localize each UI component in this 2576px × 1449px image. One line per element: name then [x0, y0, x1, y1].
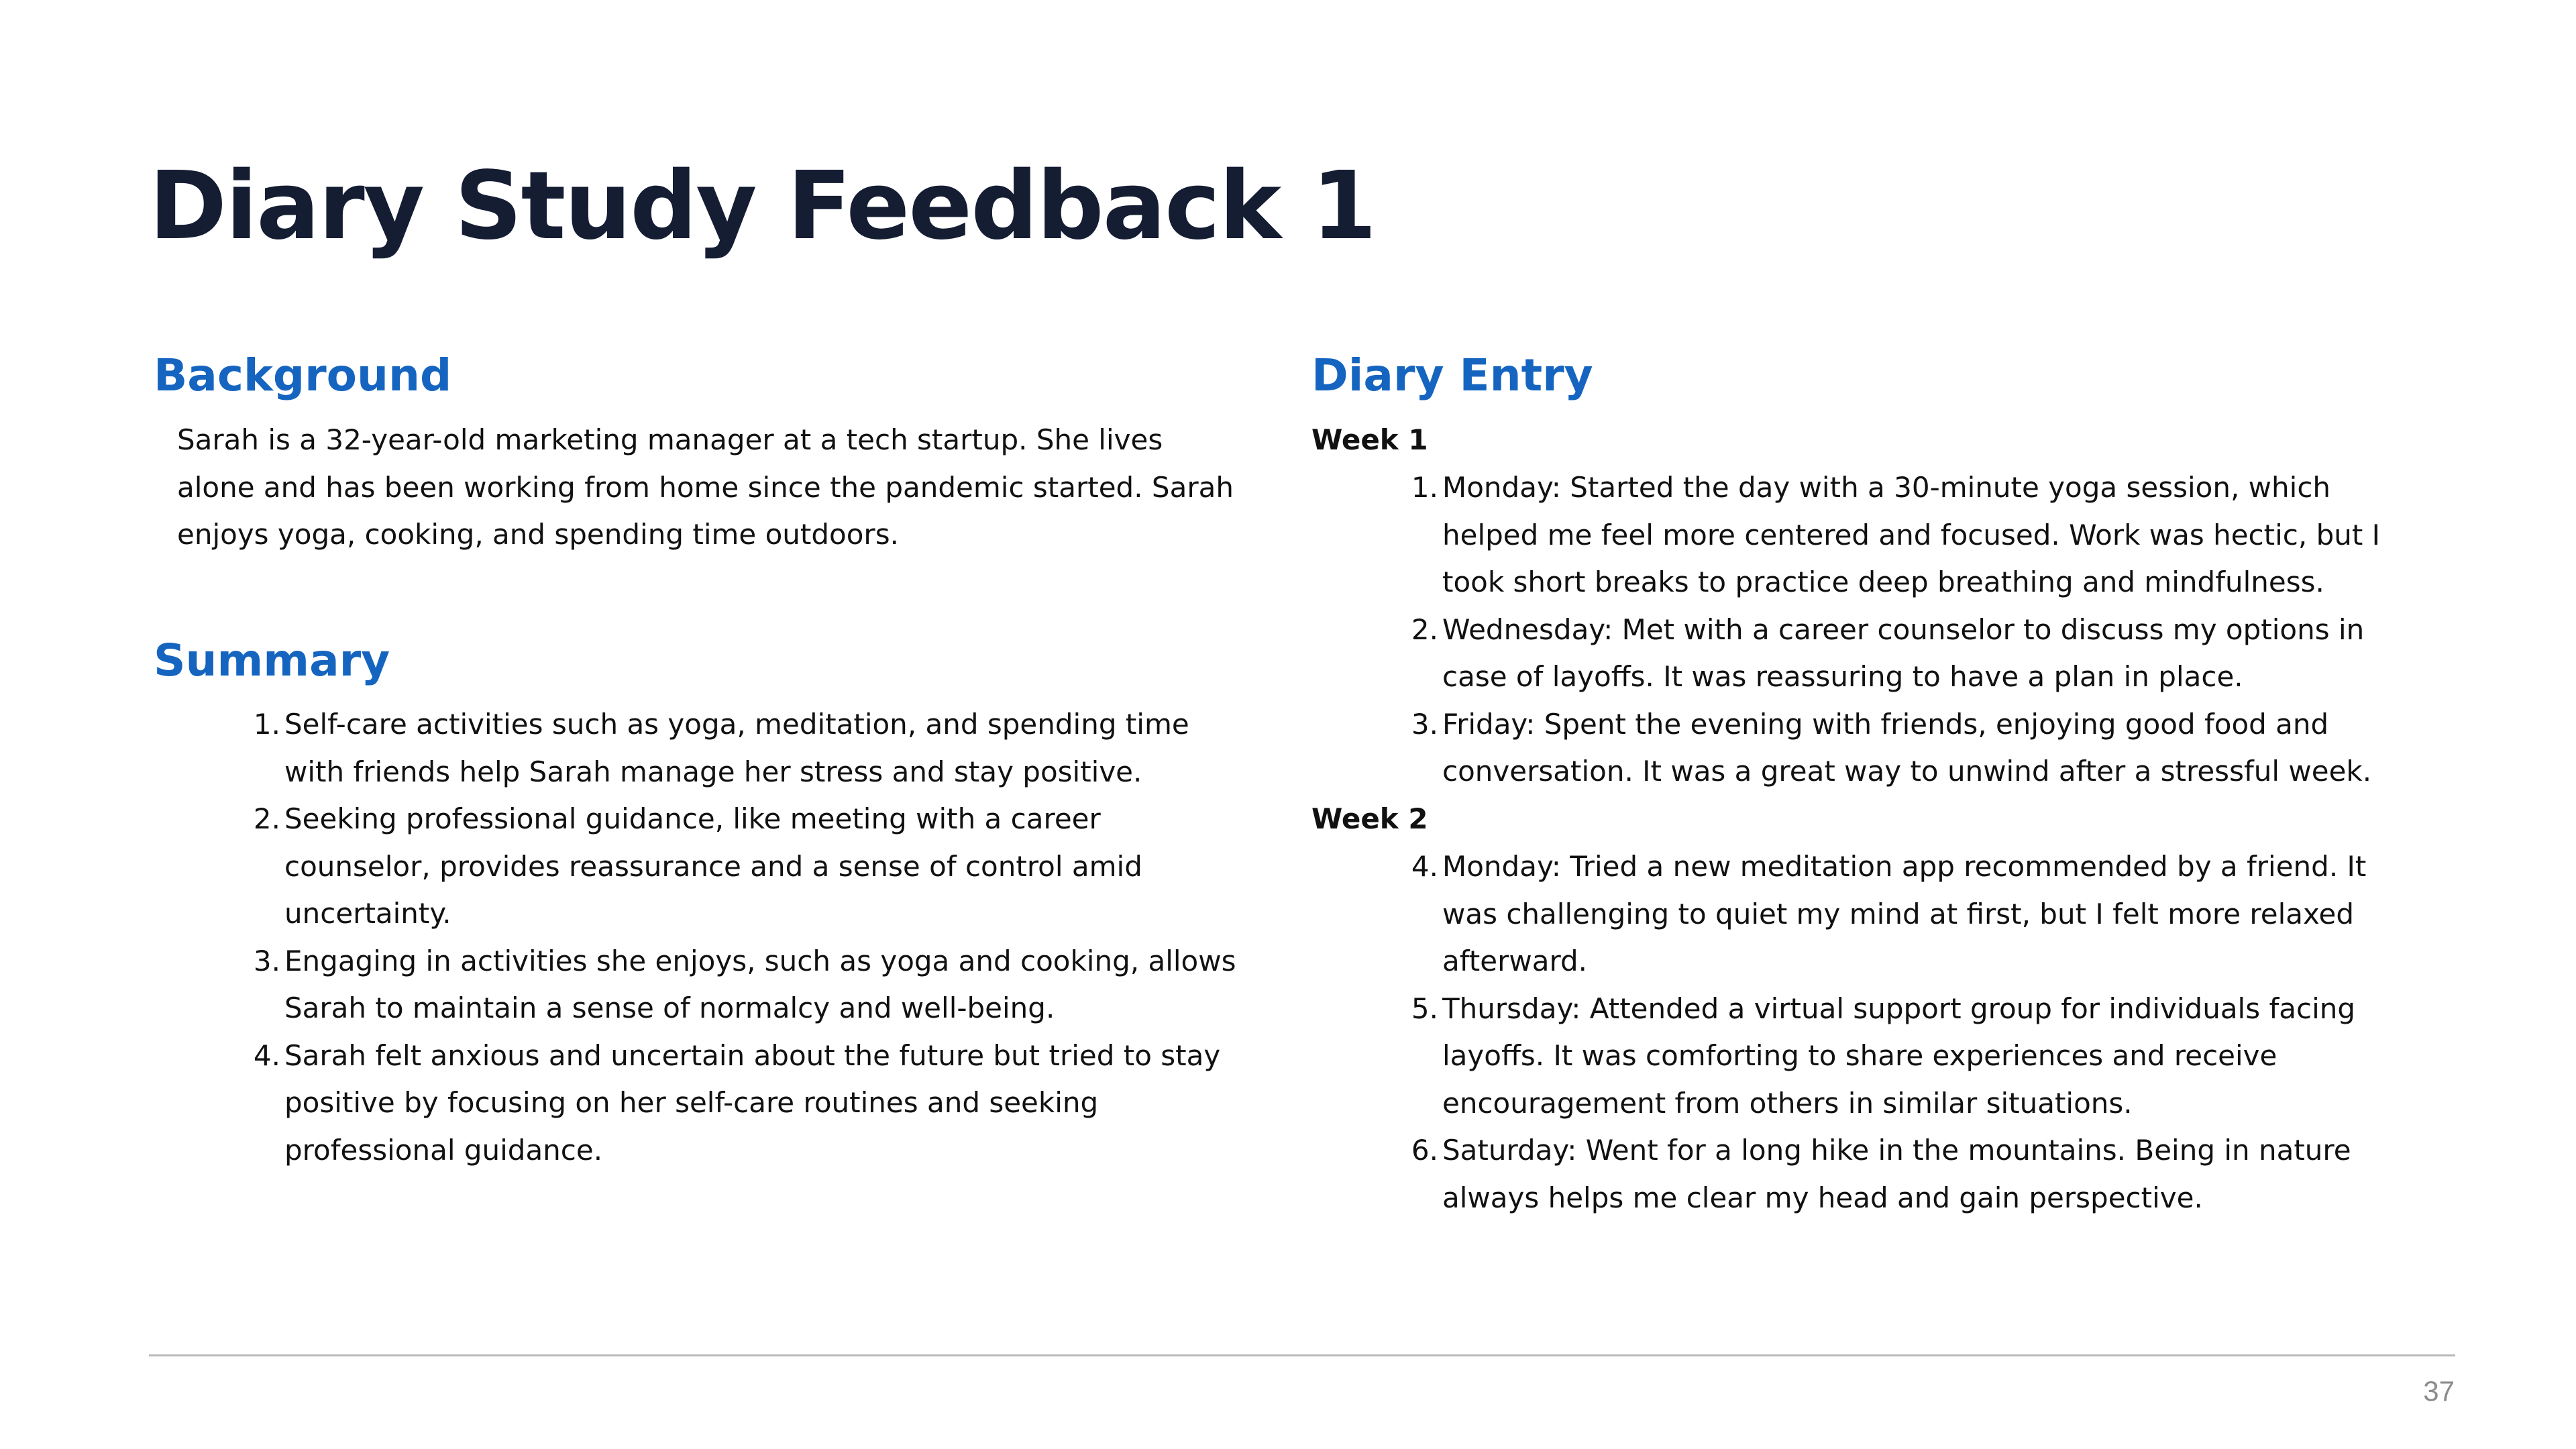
background-text: [177, 417, 1234, 559]
background-line: Sarah is a 32-year-old marketing manager at a tech startup. She lives: [177, 423, 1163, 456]
diary-entry-line: Saturday: Went for a long hike in the mountains. Being in nature: [1442, 1134, 2351, 1167]
diary-entry-number: 2.: [1411, 612, 1438, 646]
summary-item-line: with friends help Sarah manage her stress and stay positive.: [284, 755, 1142, 788]
week-1-label: Week 1: [1311, 423, 1428, 456]
diary-entry-line: always helps me clear my head and gain perspective.: [1442, 1181, 2203, 1214]
summary-item-line: counselor, provides reassurance and a sense of control amid: [284, 849, 1142, 883]
diary-entry-number: 4.: [1411, 850, 1438, 883]
summary-item-number: 3.: [253, 944, 280, 977]
summary-item: [253, 701, 1236, 796]
summary-list: [253, 701, 1236, 1174]
diary-entry: [1411, 985, 2366, 1128]
diary-entry-line: encouragement from others in similar situations.: [1442, 1086, 2133, 1120]
background-heading: Background: [154, 350, 452, 401]
diary-entry-line: Monday: Tried a new meditation app recommended by a friend. It: [1442, 850, 2367, 883]
diary-entry-number: 5.: [1411, 991, 1438, 1025]
summary-item-line: positive by focusing on her self-care routines and seeking: [284, 1086, 1099, 1119]
diary-entry: [1411, 843, 2367, 985]
week-2-entries: [1411, 843, 2367, 1222]
summary-item: [253, 938, 1236, 1032]
diary-entry: [1411, 1127, 2366, 1222]
diary-entry-line: afterward.: [1442, 945, 1587, 977]
diary-entry-line: Friday: Spent the evening with friends, enjoying good food and: [1442, 707, 2329, 741]
diary-entry-line: took short breaks to practice deep breathing and mindfulness.: [1442, 566, 2324, 598]
background-line: alone and has been working from home since the pandemic started. Sarah: [177, 470, 1234, 504]
summary-heading: Summary: [154, 635, 390, 686]
summary-item-line: Sarah felt anxious and uncertain about the future but tried to stay: [284, 1038, 1221, 1072]
summary-item-line: Self-care activities such as yoga, meditation, and spending time: [284, 708, 1189, 741]
footer-divider: [149, 1354, 2455, 1356]
summary-item-number: 2.: [253, 802, 280, 835]
summary-item-line: Sarah to maintain a sense of normalcy and well-being.: [284, 991, 1055, 1024]
summary-item-number: 1.: [253, 708, 280, 741]
week-1-entries: [1411, 464, 2381, 796]
diary-entry: [1411, 701, 2380, 796]
summary-item: [253, 796, 1236, 938]
background-line: enjoys yoga, cooking, and spending time outdoors.: [177, 518, 899, 551]
diary-entry-line: case of layoffs. It was reassuring to have a plan in place.: [1442, 660, 2243, 693]
diary-entry-number: 3.: [1411, 707, 1438, 741]
summary-item-number: 4.: [253, 1038, 280, 1072]
diary-heading: Diary Entry: [1311, 350, 1593, 401]
summary-item-line: professional guidance.: [284, 1133, 603, 1167]
diary-entry-line: was challenging to quiet my mind at first, but I felt more relaxed: [1442, 897, 2355, 930]
diary-entry-line: helped me feel more centered and focused. Work was hectic, but I: [1442, 518, 2381, 551]
diary-entry-line: conversation. It was a great way to unwind after a stressful week.: [1442, 755, 2372, 788]
slide-title: Diary Study Feedback 1: [149, 152, 1376, 261]
summary-item-line: Engaging in activities she enjoys, such as yoga and cooking, allows: [284, 944, 1236, 977]
diary-entry: [1411, 464, 2381, 606]
summary-item: [253, 1032, 1236, 1175]
week-2-label: Week 2: [1311, 802, 1428, 835]
diary-entry-number: 1.: [1411, 471, 1438, 504]
summary-item-line: uncertainty.: [284, 897, 451, 930]
diary-entry-line: Wednesday: Met with a career counselor to discuss my options in: [1442, 612, 2365, 646]
summary-item-line: Seeking professional guidance, like meeting with a career: [284, 802, 1101, 835]
diary-entry-line: Thursday: Attended a virtual support group for individuals facing: [1442, 991, 2356, 1025]
diary-entry-line: layoffs. It was comforting to share experiences and receive: [1442, 1039, 2277, 1072]
diary-entry-number: 6.: [1411, 1134, 1438, 1167]
diary-entry-line: Monday: Started the day with a 30-minute yoga session, which: [1442, 471, 2331, 504]
diary-entry: [1411, 606, 2380, 701]
page-number: 37: [2423, 1375, 2455, 1407]
